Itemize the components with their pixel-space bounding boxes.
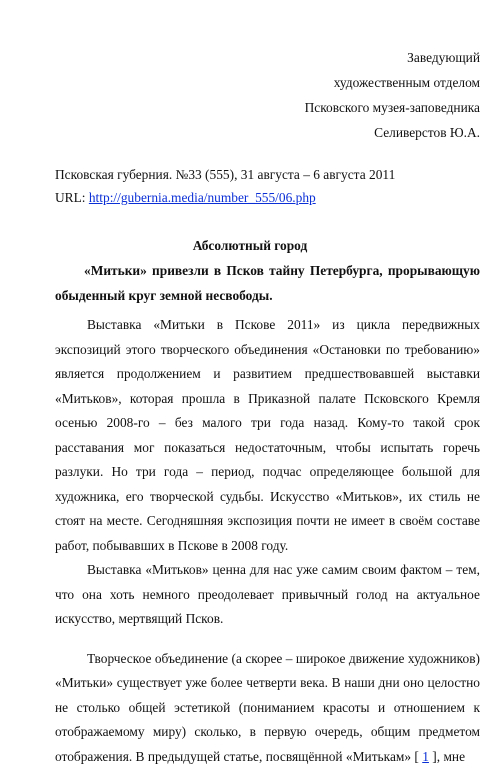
reference-close-bracket: ], — [429, 749, 440, 764]
author-name: Селиверстов Ю.А. — [305, 120, 480, 145]
author-department: художественным отделом — [305, 70, 480, 95]
author-signature-block — [305, 45, 480, 145]
source-url-line — [55, 186, 395, 209]
paragraph: Выставка «Митьки в Пскове 2011» из цикла передвижных экспозиций этого творческого объединения «Остановки по требованию» является продолжением и развитием предшествовавшей выставки «Митьков», которая прошла в Приказной палате Псковского Кремля осенью 2008-го – без малого три года назад. Кому-то такой срок расставания мог показаться недостаточным, чтобы испытать горечь разлуки. Но три года – период, подчас определяющее большой для художника, его творческой судьбы. Искусство «Митьков», их стиль не стоят на месте. Сегодняшняя экспозиция почти не имеет в своём составе работ, побывавших в Пскове в 2008 году. — [55, 313, 480, 558]
author-position: Заведующий — [305, 45, 480, 70]
article-subtitle: «Митьки» привезли в Псков тайну Петербурга, прорывающую обыденный круг земной несвободы. — [55, 259, 480, 308]
source-url-link[interactable]: http://gubernia.media/number_555/06.php — [89, 190, 316, 205]
source-block — [55, 163, 395, 209]
paragraph-continuation: мне — [440, 749, 465, 764]
source-citation: Псковская губерния. №33 (555), 31 августа – 6 августа 2011 — [55, 163, 395, 186]
reference-open-bracket: [ — [414, 749, 422, 764]
footnote-reference-link[interactable]: 1 — [422, 749, 429, 764]
paragraph-text: Творческое объединение (а скорее – широкое движение художников) «Митьки» существует уже более четверти века. В наши дни оно целостно не столько общей эстетикой (пониманием красоты и отношением к отображаемому миру) сколько, в первую очередь, общим предметом отображения. В предыдущей статье, посвящённой «Митькам» — [55, 651, 480, 764]
paragraph: Выставка «Митьков» ценна для нас уже самим своим фактом – тем, что она хоть немного преодолевает привычный голод на актуальное искусство, мертвящий Псков. — [55, 558, 480, 632]
author-organization: Псковского музея-заповедника — [305, 95, 480, 120]
source-url-label: URL: — [55, 190, 89, 205]
paragraph — [55, 647, 480, 769]
article-body — [55, 313, 480, 769]
article-title: Абсолютный город — [0, 234, 500, 258]
